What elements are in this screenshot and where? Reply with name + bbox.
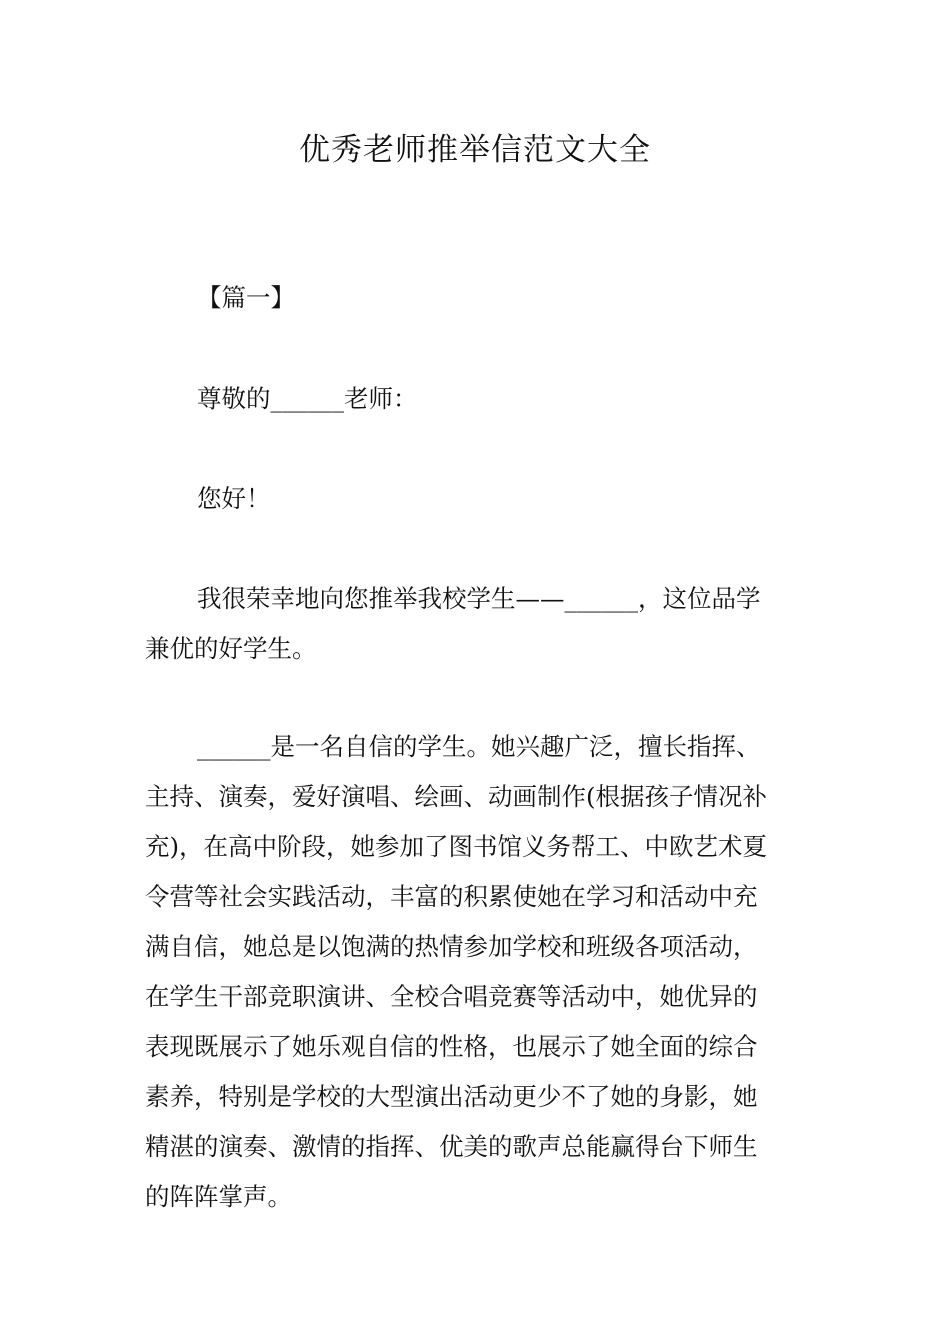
- paragraph-line: 我很荣幸地向您推举我校学生——______，这位品学: [197, 584, 761, 613]
- paragraph-line: 满自信，她总是以饱满的热情参加学校和班级各项活动，: [145, 932, 758, 961]
- paragraph-line: 充)，在高中阶段，她参加了图书馆义务帮工、中欧艺术夏: [145, 832, 768, 861]
- salutation: 尊敬的______老师：: [197, 384, 418, 413]
- document-title: 优秀老师推举信范文大全: [299, 132, 651, 168]
- paragraph-line: 兼优的好学生。: [145, 634, 317, 663]
- paragraph-line: 令营等社会实践活动，丰富的积累使她在学习和活动中充: [145, 882, 758, 911]
- paragraph-line: 精湛的演奏、激情的指挥、优美的歌声总能赢得台下师生: [145, 1132, 758, 1161]
- paragraph-line: 主持、演奏，爱好演唱、绘画、动画制作(根据孩子情况补: [145, 782, 768, 811]
- paragraph-line: 在学生干部竞职演讲、全校合唱竞赛等活动中，她优异的: [145, 982, 758, 1011]
- section-label: 【篇一】: [197, 283, 295, 312]
- paragraph-line: 的阵阵掌声。: [145, 1182, 292, 1211]
- paragraph-recommendation: [145, 574, 815, 674]
- paragraph-line: ______是一名自信的学生。她兴趣广泛，擅长指挥、: [197, 732, 761, 761]
- paragraph-line: 表现既展示了她乐观自信的性格，也展示了她全面的综合: [145, 1032, 758, 1061]
- paragraph-line: 素养，特别是学校的大型演出活动更少不了她的身影，她: [145, 1082, 758, 1111]
- paragraph-student-description: [145, 722, 815, 1222]
- greeting: 您好！: [197, 484, 271, 513]
